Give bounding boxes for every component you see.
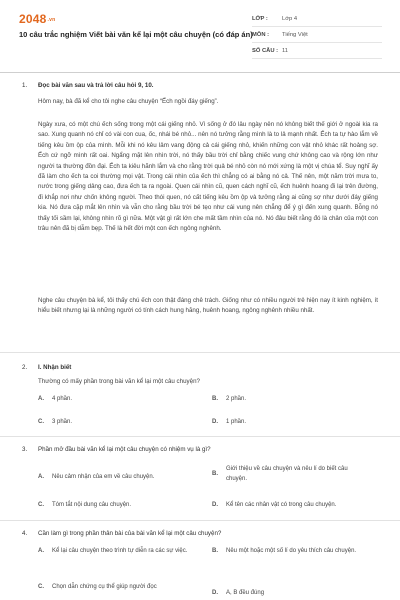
option-text: 4 phần. — [52, 396, 73, 402]
site-logo[interactable]: 2048.vn — [19, 12, 56, 26]
question-heading-text: Đọc bài văn sau và trả lời câu hỏi 9, 10. — [38, 82, 154, 89]
question-1-heading — [22, 82, 153, 89]
option-text: 1 phần. — [226, 419, 247, 425]
answer-option[interactable] — [38, 394, 72, 404]
answer-option[interactable] — [212, 394, 246, 404]
meta-value: Lớp 4 — [282, 15, 298, 22]
option-letter: D. — [212, 419, 218, 425]
option-text: Tóm tắt nội dung câu chuyện. — [52, 502, 132, 508]
meta-row-count — [252, 43, 382, 59]
question-heading-text: I. Nhận biết — [38, 364, 72, 371]
header-divider — [0, 72, 400, 73]
meta-key: LỚP : — [252, 15, 268, 22]
meta-key: MÔN : — [252, 31, 270, 38]
question-3-heading — [22, 446, 211, 453]
option-text: Giới thiệu về câu chuyện và nêu lí do biết câu chuyện. — [226, 466, 348, 482]
option-letter: C. — [38, 584, 44, 590]
question-separator — [0, 520, 400, 521]
option-text: Kể lại câu chuyện theo trình tự diễn ra các sự việc. — [52, 548, 188, 554]
question-2-text: Thường có mấy phần trong bài văn kể lại một câu chuyện? — [38, 378, 200, 385]
question-number: 4. — [22, 530, 28, 537]
option-text: Chọn dẫn chứng cụ thể giúp người đọc — [52, 584, 157, 590]
option-letter: A. — [38, 396, 44, 402]
answer-option[interactable] — [212, 417, 246, 427]
meta-info — [252, 11, 382, 59]
question-number: 1. — [22, 82, 28, 89]
answer-option[interactable] — [38, 472, 154, 482]
question-3-text: Phần mở đầu bài văn kể lại một câu chuyện có nhiệm vụ là gì? — [38, 446, 211, 453]
answer-option[interactable] — [38, 546, 208, 556]
option-letter: B. — [212, 471, 218, 477]
question-4-heading — [22, 530, 221, 537]
meta-key: SỐ CÂU : — [252, 47, 279, 54]
option-text: Nêu cảm nhận của em về câu chuyện. — [52, 474, 155, 480]
option-letter: A. — [38, 474, 44, 480]
passage-body: Ngày xưa, có một chú ếch sống trong một cái giếng nhỏ. Vì sống ở đó lâu ngày nên nó không biết thế giới ở ngoài kia ra sao. Xung quanh nó chỉ có vài con cua, ốc, nhái bé nhỏ... nên nó tưởng rằng mình là to lả mạnh nhất. Ếch ta tự hào lắm về tiếng kêu ồm ộp của mình. Mỗi khi nó kêu lâm vang động cả cái giếng nhỏ, khiến những con vật nhỏ khác rất hoảng sợ. Ếch cứ ngỡ mình rất oai. Ngẩng mặt lên nhìn trời, nó thấy bầu trời chỉ bằng chiếc vung chứ không cao và rộng lớn như người ta thường đồn đại. Ếch ta kiêu hãnh lắm và cho rằng trời quả bé nhỏ còn nó mới xứng là một vị chúa tể. Suy nghĩ ấy đã làm cho ếch ta coi thường mọi vật. Trong cái nhìn của ếch thì chẳng có ai bằng nó cả. Thế nên, một năm trời mưa to, nước trong giếng dâng cao, đưa ếch ta ra ngoài. Quen cái nhìn cũ, quen cách nghĩ cũ, ếch huênh hoang đi lại trên đường, đi khắp nơi như chốn không người. Theo thói quen, nó cất tiếng kêu ồm ộp và tưởng rằng ai cũng sợ như dưới đáy giếng kia. Nó đưa cặp mắt lên nhìn và vẫn cho rằng bầu trời bé tẹo như cái vung nên chẳng để ý gì đến xung quanh. Bỗng nó thấy tối sầm lại, không nhìn rõ gì nữa. Một vật gì rất lớn che mất tầm nhìn của nó. Nó đâu biết rằng đó là chân của một con trâu nên đã bị dẫm bẹp. Thế là hết đời một con ếch ngông nghênh. — [38, 121, 378, 233]
option-text: A, B đều đúng — [226, 590, 265, 596]
answer-option[interactable] — [212, 464, 372, 484]
option-letter: D. — [212, 502, 218, 508]
question-4-text: Cần làm gì trong phần thân bài của bài văn kể lại một câu chuyện? — [38, 530, 222, 537]
question-separator — [0, 352, 400, 353]
option-letter: D. — [212, 590, 218, 596]
passage-conclusion: Nghe câu chuyện bà kể, tôi thấy chú ếch con thật đáng chê trách. Giống như có nhiều người trẻ hiện nay ít kinh nghiệm, ít hiểu biết nhưng lại là những người có tính cách hung hăng, huênh hoang, ngông nghênh nhiều nhất. — [38, 297, 378, 315]
option-letter: A. — [38, 548, 44, 554]
answer-option[interactable] — [212, 500, 336, 510]
option-letter: C. — [38, 419, 44, 425]
question-2-heading — [22, 364, 71, 371]
question-number: 3. — [22, 446, 28, 453]
meta-row-subject — [252, 27, 382, 43]
option-letter: B. — [212, 548, 218, 554]
meta-value: 11 — [282, 47, 289, 54]
option-text: 3 phần. — [52, 419, 73, 425]
answer-option[interactable] — [212, 546, 372, 556]
passage-intro: Hôm nay, bà đã kể cho tôi nghe câu chuyện “Ếch ngồi đáy giếng”. — [38, 98, 219, 105]
meta-value: Tiếng Việt — [282, 31, 308, 38]
question-separator — [0, 436, 400, 437]
option-text: Kể tên các nhân vật có trong câu chuyện. — [226, 502, 337, 508]
option-text: Nêu một hoặc một số lí do yêu thích câu chuyện. — [226, 548, 357, 554]
answer-option[interactable] — [38, 417, 72, 427]
option-letter: B. — [212, 396, 218, 402]
question-number: 2. — [22, 364, 28, 371]
page-title: 10 câu trắc nghiệm Viết bài văn kể lại một câu chuyện (có đáp án) — [19, 30, 253, 39]
answer-option[interactable] — [38, 500, 131, 510]
option-letter: C. — [38, 502, 44, 508]
answer-option[interactable] — [38, 582, 208, 592]
meta-row-class — [252, 11, 382, 27]
page-header — [0, 0, 400, 68]
answer-option[interactable] — [212, 588, 264, 598]
option-text: 2 phần. — [226, 396, 247, 402]
